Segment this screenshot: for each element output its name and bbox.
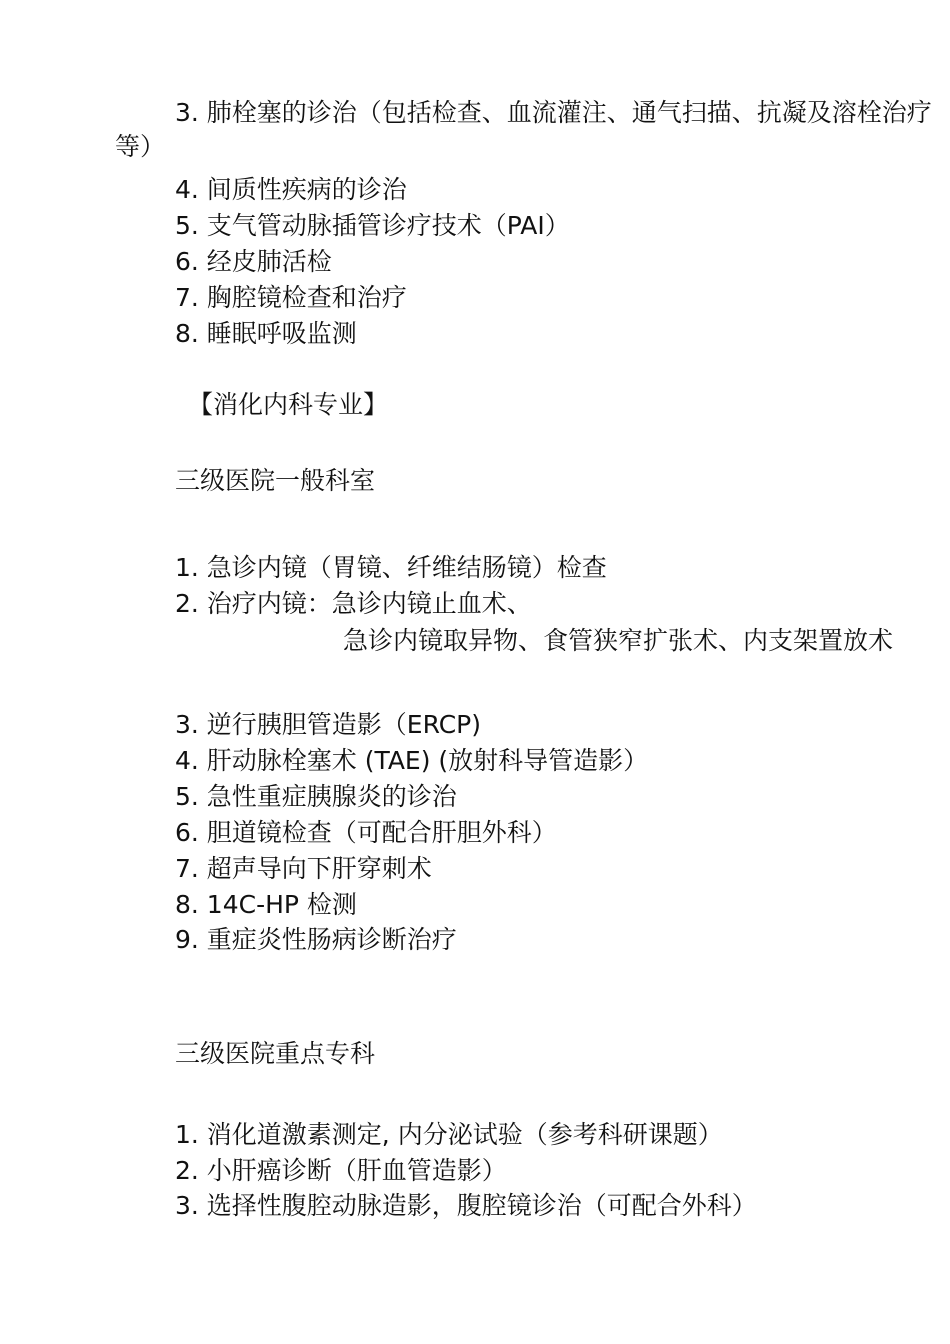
list-item: 4. 间质性疾病的诊治 [175,175,407,204]
list-item: 5. 急性重症胰腺炎的诊治 [175,782,457,811]
subsection-title: 三级医院一般科室 [175,466,376,495]
list-item: 8. 睡眠呼吸监测 [175,319,357,348]
list-item: 7. 胸腔镜检查和治疗 [175,283,407,312]
list-item: 9. 重症炎性肠病诊断治疗 [175,925,457,954]
list-item: 8. 14C-HP 检测 [175,890,357,919]
list-item: 4. 肝动脉栓塞术 (TAE) (放射科导管造影） [175,746,649,775]
list-item: 6. 经皮肺活检 [175,247,332,276]
list-item: 1. 消化道激素测定, 内分泌试验（参考科研课题） [175,1120,723,1149]
list-item: 6. 胆道镜检查（可配合肝胆外科） [175,818,557,847]
subsection-title: 三级医院重点专科 [175,1039,376,1068]
list-item: 2. 小肝癌诊断（肝血管造影） [175,1156,507,1185]
list-item: 3. 肺栓塞的诊治（包括检查、血流灌注、通气扫描、抗凝及溶栓治疗等） [115,98,932,161]
section-heading: 【消化内科专业】 [188,390,389,419]
list-item-continuation: 急诊内镜取异物、食管狭窄扩张术、内支架置放术 [343,626,894,655]
list-item: 7. 超声导向下肝穿刺术 [175,854,432,883]
list-item: 1. 急诊内镜（胃镜、纤维结肠镜）检查 [175,553,607,582]
list-item: 3. 选择性腹腔动脉造影，腹腔镜诊治（可配合外科） [175,1191,757,1220]
list-item: 2. 治疗内镜：急诊内镜止血术、 [175,589,532,618]
list-item: 5. 支气管动脉插管诊疗技术（PAI） [175,211,570,240]
list-item: 3. 逆行胰胆管造影（ERCP) [175,710,482,739]
